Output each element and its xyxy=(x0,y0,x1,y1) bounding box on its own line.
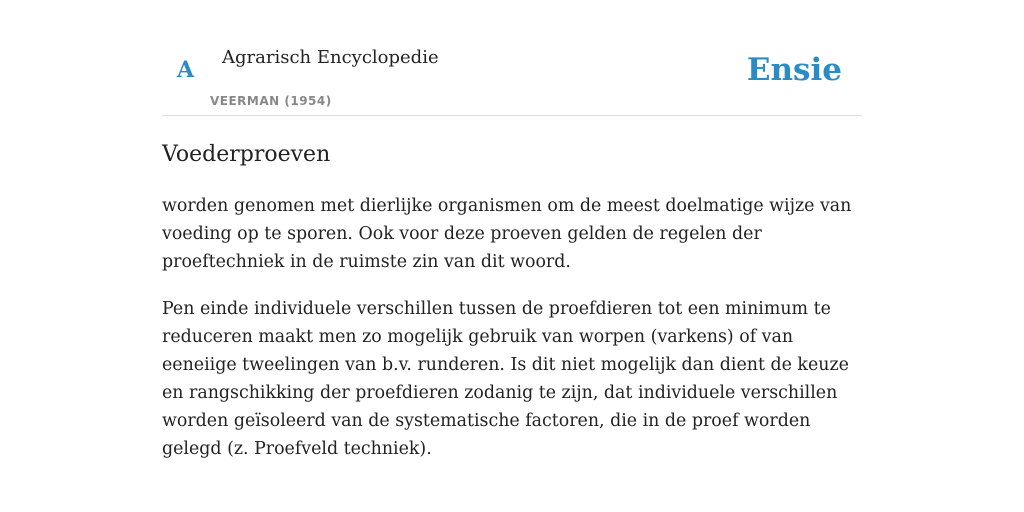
entry-paragraph: worden genomen met dierlijke organismen om de meest doelmatige wijze van voeding op te sporen. Ook voor deze proeven gelden de regelen der proeftechniek in de ruimste zin van dit woord. xyxy=(162,196,852,272)
entry-title: Voederproeven xyxy=(162,142,331,167)
entry-paragraph: Pen einde individuele verschillen tussen de proefdieren tot een minimum te reduceren maakt men zo mogelijk gebruik van worpen (varkens) of van eeneiige tweelingen van b.v. runderen. Is dit niet mogelijk dan dient de keuze en rangschikking der proefdieren zodanig te zijn, dat individuele verschillen worden geïsoleerd van de systematische factoren, die in de proef worden gelegd (z. Proefveld techniek). xyxy=(162,299,849,459)
brand-logo-link[interactable]: Ensie xyxy=(746,52,842,88)
source-logo[interactable]: A xyxy=(177,57,195,83)
page-container xyxy=(162,0,862,512)
source-title-link[interactable]: Agrarisch Encyclopedie xyxy=(222,47,439,68)
source-header xyxy=(162,0,862,116)
source-author-year: VEERMAN (1954) xyxy=(210,94,332,108)
